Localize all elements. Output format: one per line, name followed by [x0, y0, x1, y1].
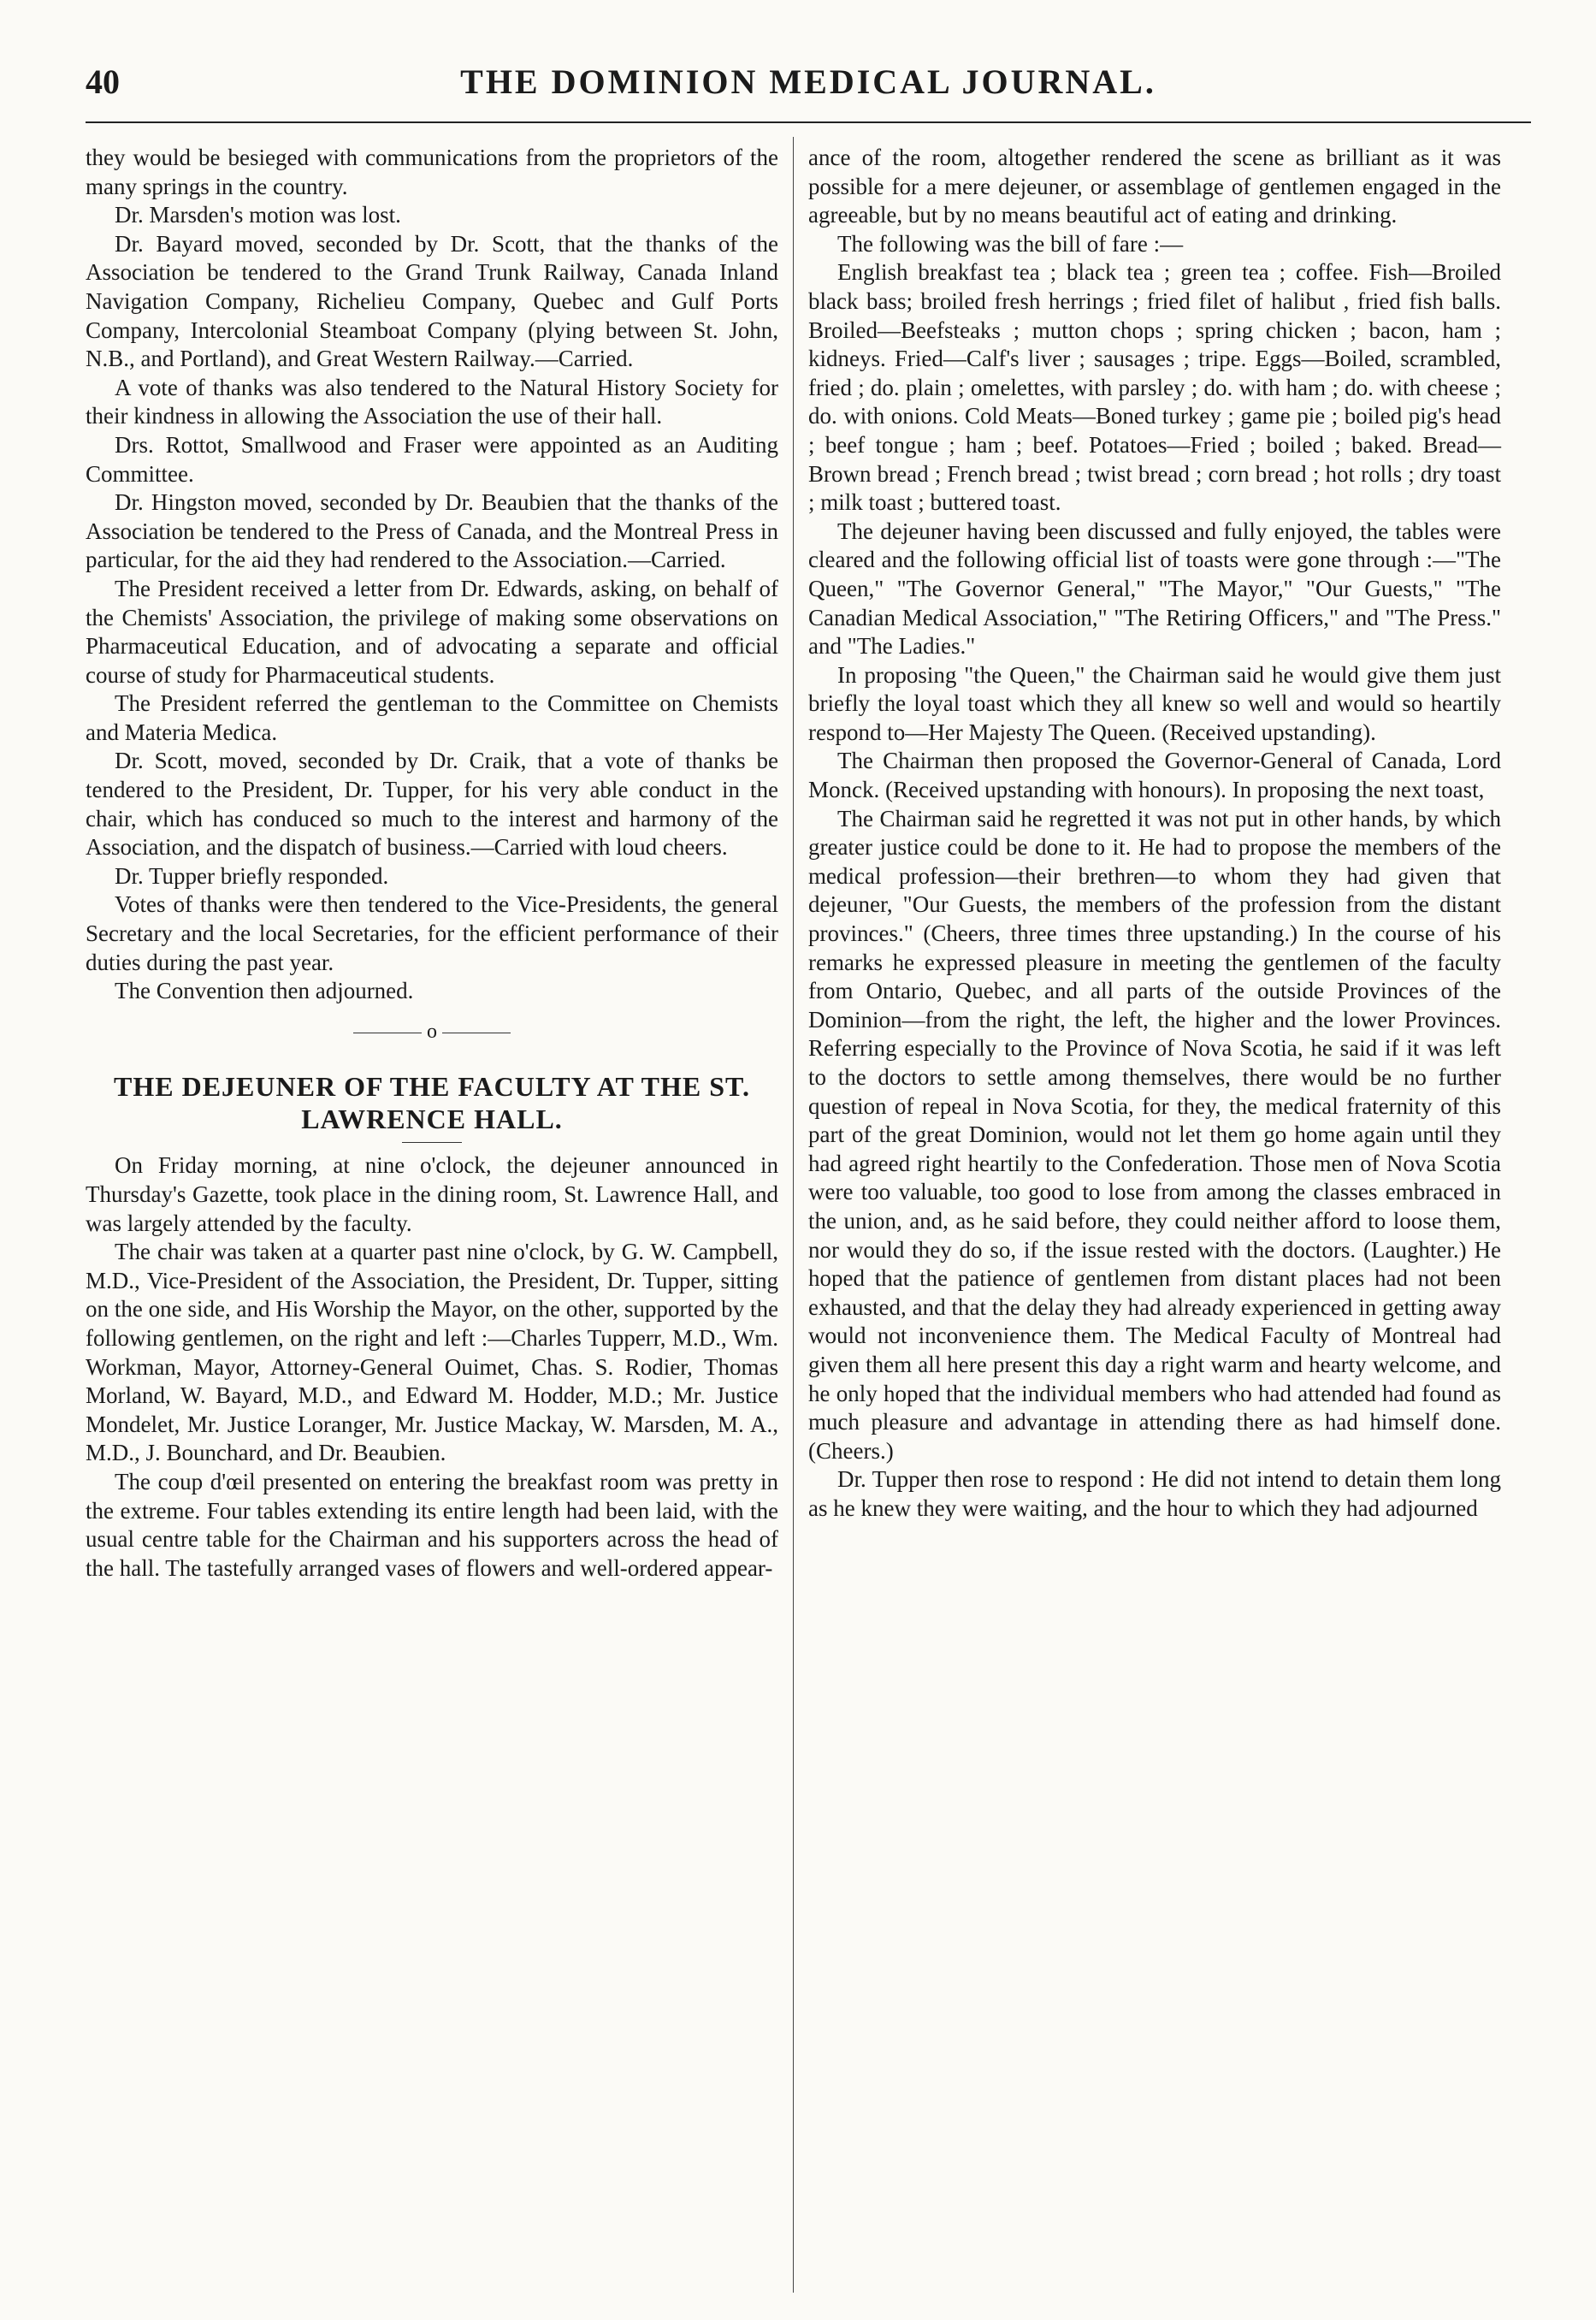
paragraph: The coup d'œil presented on entering the breakfast room was pretty in the extreme. Four tables extending its entire length had been laid, with the usual centre table for the Chairman and his supporters across the head of the hall. The tastefully arranged vases of flowers and well-ordered appear- — [86, 1468, 778, 1581]
paragraph: Drs. Rottot, Smallwood and Fraser were appointed as an Auditing Committee. — [86, 431, 778, 487]
paragraph: The President received a letter from Dr. Edwards, asking, on behalf of the Chemists' Association, the privilege of making some observations on Pharmaceutical Education, and of advocating a separate and official course of study for Pharmaceutical students. — [86, 575, 778, 688]
right-column — [808, 144, 1501, 1524]
paragraph: ance of the room, altogether rendered the scene as brilliant as it was possible for a mere dejeuner, or assemblage of gentlemen engaged in the agreeable, but by no means beautiful act of eating and drinking. — [808, 145, 1501, 228]
paragraph: they would be besieged with communications from the proprietors of the many springs in the country. — [86, 145, 778, 199]
paragraph: The dejeuner having been discussed and fully enjoyed, the tables were cleared and the following official list of toasts were gone through :—"The Queen," "The Governor General," "The Mayor," "Our Guests," "The Canadian Medical Association," "The Retiring Officers," and "The Press." and "The Ladies." — [808, 518, 1501, 660]
running-head — [86, 62, 1531, 113]
journal-title: THE DOMINION MEDICAL JOURNAL. — [460, 62, 1156, 101]
paragraph: Dr. Tupper briefly responded. — [115, 862, 389, 889]
paragraph: Dr. Bayard moved, seconded by Dr. Scott, that the thanks of the Association be tendered to the Grand Trunk Railway, Canada Inland Navigation Company, Richelieu Company, Quebec and Gulf Ports Company, Intercolonial Steamboat Company (plying between St. John, N.B., and Portland), and Great Western Railway.—Carried. — [86, 230, 778, 372]
paragraph: Dr. Scott, moved, seconded by Dr. Craik, that a vote of thanks be tendered to the President, Dr. Tupper, for his very able conduct in the chair, which has conduced so much to the interest and harmony of the Association, and the dispatch of business.—Carried with loud cheers. — [86, 748, 778, 861]
paragraph: The following was the bill of fare :— — [837, 230, 1184, 257]
paragraph: The Convention then adjourned. — [115, 978, 414, 1004]
paragraph: The Chairman said he regretted it was not put in other hands, by which greater justice could be done to it. He had to propose the members of the medical profession—their brethren—to whom they had given that dejeuner, "Our Guests, the members of the profession from the distant provinces." (Cheers, three times three upstanding.) In the course of his remarks he expressed pleasure in meeting the gentlemen of the faculty from Ontario, Quebec, and all parts of the outside Provinces of the Dominion—from the right, the left, the higher and the lower Provinces. Referring especially to the Province of Nova Scotia, he said if it was left to the doctors to settle among themselves, there would be no further question of repeal in Nova Scotia, for they, the medical fraternity of this part of the great Dominion, would not let them go home again until they had agreed right heartily to the Confederation. Those men of Nova Scotia were too valuable, too good to lose from among the classes embraced in the union, and, as he said before, they could neither afford to loose them, nor would they do so, if the issue rested with the doctors. (Laughter.) He hoped that the patience of gentlemen from distant places had not been exhausted, and that the delay they had already experienced in getting away would not inconvenience them. The Medical Faculty of Montreal had given them all here present this day a right warm and hearty welcome, and he only hoped that the individual members who had attended had found as much pleasure and advantage in attending there as had himself done. (Cheers.) — [808, 805, 1501, 1464]
article-heading: THE DEJEUNER OF THE FACULTY AT THE ST. LAWRENCE HALL. — [114, 1071, 750, 1135]
paragraph: A vote of thanks was also tendered to the Natural History Society for their kindness in allowing the Association the use of their hall. — [86, 374, 778, 429]
paragraph: In proposing "the Queen," the Chairman said he would give them just briefly the loyal toast which they all knew so well and would so heartily respond to—Her Majesty The Queen. (Received upstanding). — [808, 661, 1501, 745]
section-separator — [86, 1018, 778, 1047]
left-column — [86, 144, 778, 1583]
paragraph: The President referred the gentleman to the Committee on Chemists and Materia Medica. — [86, 690, 778, 745]
paragraph: On Friday morning, at nine o'clock, the dejeuner announced in Thursday's Gazette, took place in the dining room, St. Lawrence Hall, and was largely attended by the faculty. — [86, 1152, 778, 1236]
paragraph: The Chairman then proposed the Governor-General of Canada, Lord Monck. (Received upstanding with honours). In proposing the next toast, — [808, 748, 1501, 803]
header-rule — [86, 121, 1531, 123]
separator-glyph: o — [427, 1020, 437, 1043]
paragraph: Dr. Hingston moved, seconded by Dr. Beaubien that the thanks of the Association be tendered to the Press of Canada, and the Montreal Press in particular, for the aid they had rendered to the Association.—Carried. — [86, 489, 778, 573]
paragraph: The chair was taken at a quarter past nine o'clock, by G. W. Campbell, M.D., Vice-President of the Association, the President, Dr. Tupper, sitting on the one side, and His Worship the Mayor, on the other, supported by the following gentlemen, on the right and left :—Charles Tupperr, M.D., Wm. Workman, Mayor, Attorney-General Ouimet, Chas. S. Rodier, Thomas Morland, W. Bayard, M.D., and Edward M. Hodder, M.D.; Mr. Justice Mondelet, Mr. Justice Loranger, Mr. Justice Mackay, W. Marsden, M. A., M.D., J. Bounchard, and Dr. Beaubien. — [86, 1239, 778, 1466]
column-divider — [793, 137, 794, 2293]
heading-rule — [402, 1142, 462, 1143]
bill-of-fare: English breakfast tea ; black tea ; green tea ; coffee. Fish—Broiled black bass; broiled fresh herrings ; fried filet of halibut , fried fish balls. Broiled—Beefsteaks ; mutton chops ; spring chicken ; bacon, ham ; kidneys. Fried—Calf's liver ; sausages ; tripe. Eggs—Boiled, scrambled, fried ; do. plain ; omelettes, with parsley ; do. with ham ; do. with cheese ; do. with onions. Cold Meats—Boned turkey ; game pie ; boiled pig's head ; beef tongue ; ham ; beef. Potatoes—Fried ; boiled ; baked. Bread—Brown bread ; French bread ; twist bread ; corn bread ; hot rolls ; dry toast ; milk toast ; buttered toast. — [808, 259, 1501, 516]
paragraph: Votes of thanks were then tendered to the Vice-Presidents, the general Secretary and the local Secretaries, for the efficient performance of their duties during the past year. — [86, 891, 778, 975]
paragraph: Dr. Marsden's motion was lost. — [115, 202, 401, 228]
paragraph: Dr. Tupper then rose to respond : He did not intend to detain them long as he knew they were waiting, and the hour to which they had adjourned — [808, 1466, 1501, 1521]
page-number: 40 — [86, 62, 120, 101]
